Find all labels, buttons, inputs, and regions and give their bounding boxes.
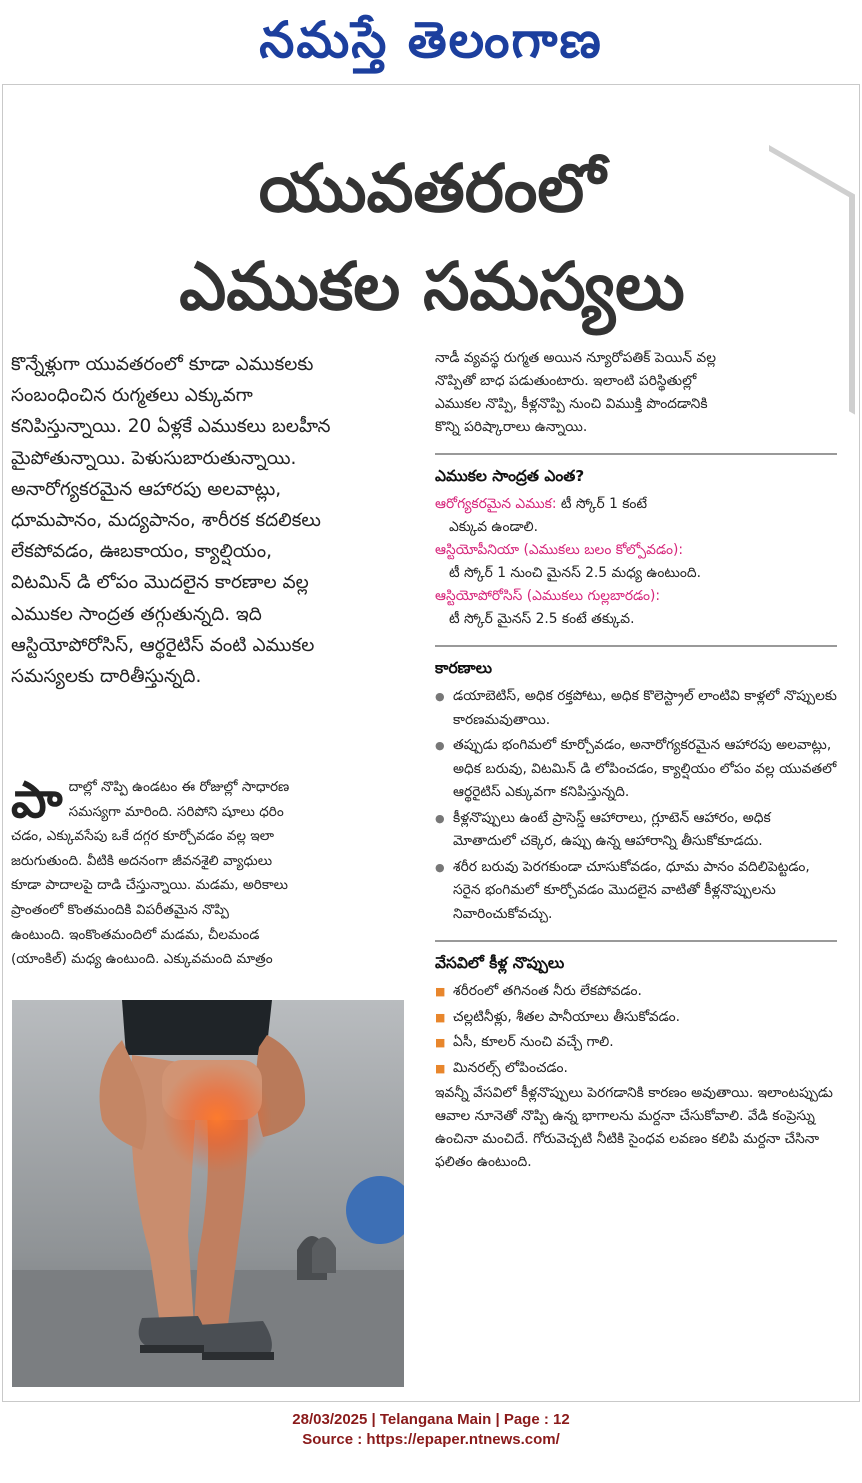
intro-line: కొన్ని పరిష్కారాలు ఉన్నాయి. (435, 419, 588, 435)
summer-heading: వేసవిలో కీళ్ల నొప్పులు (435, 954, 565, 972)
lead-line: ఆస్టియోపోరోసిస్, ఆర్థరైటిస్ వంటి ఎముకల (11, 634, 315, 656)
right-column (435, 347, 837, 1174)
intro-line: నొప్పితో బాధ పడుతుంటారు. ఇలాంటి పరిస్థితుల్లో (435, 373, 697, 389)
density-item (435, 539, 837, 562)
lead-line: మైపోతున్నాయి. పెళుసుబారుతున్నాయి. (11, 447, 297, 469)
summer-closing: ఇవన్నీ వేసవిలో కీళ్లనొప్పులు పెరగడానికి కారణం అవుతాయి. ఇలాంటప్పుడు ఆవాల నూనెతో నొప్పి ఉన్న భాగాలను మర్దనా చేసుకోవాలి. వేడి కంప్రెస్ను ఉంచినా మంచిదే. గోరువెచ్చటి నీటికి సైంధవ లవణం కలిపి మర్దనా చేసినా ఫలితం ఉంటుంది. (435, 1085, 833, 1170)
footer-date-edition: 28/03/2025 | Telangana Main | Page : 12 (292, 1411, 570, 1428)
intro-line: నాడీ వ్యవస్థ రుగ్మత అయిన న్యూరోపతిక్ పెయిన్ వల్ల (435, 350, 716, 366)
body-line: చడం, ఎక్కువసేపు ఒకే దగ్గర కూర్చోవడం వల్ల ఇలా (11, 828, 274, 845)
lead-line: అనారోగ్యకరమైన ఆహారపు అలవాట్లు, (11, 478, 282, 500)
body-paragraph (11, 771, 401, 972)
drop-cap: పా (11, 771, 63, 829)
lead-line: కొన్నేళ్లుగా యువతరంలో కూడా ఎముకలకు (11, 354, 314, 375)
body-line: దాల్లో నొప్పి ఉండటం ఈ రోజుల్లో సాధారణ (68, 779, 290, 795)
section-divider (435, 940, 837, 942)
section-divider (435, 645, 837, 647)
lead-line: ఎముకల సాంద్రత తగ్గుతున్నది. ఇది (11, 603, 262, 625)
list-item: ■ చల్లటినీళ్లు, శీతల పానీయాలు తీసుకోవడం. (435, 1006, 837, 1030)
lead-line: సమస్యలకు దారితీస్తున్నది. (11, 666, 202, 688)
density-cont: టీ స్కోర్ 1 నుంచి మైనస్ 2.5 మధ్య ఉంటుంది. (449, 565, 701, 581)
section-divider (435, 453, 837, 455)
density-item (435, 493, 837, 516)
lead-line: కనిపిస్తున్నాయి. 20 ఏళ్లకే ఎముకలు బలహీన (11, 416, 331, 438)
body-line: ప్రాంతంలో కొంతమందికి విపరీతమైన నొప్పి (11, 901, 229, 918)
footer-source[interactable]: Source : https://epaper.ntnews.com/ (302, 1431, 560, 1448)
body-line: ఉంటుంది. ఇంకొంతమందిలో మడమ, చీలమండ (11, 926, 260, 943)
lead-line: లేకపోవడం, ఊబకాయం, క్యాల్షియం, (11, 541, 272, 563)
density-label: ఆరోగ్యకరమైన ఎముక: (435, 496, 557, 512)
newspaper-masthead: నమస్తే తెలంగాణ (259, 10, 603, 69)
density-label: ఆస్టియోపోరోసిస్ (ఎముకలు గుల్లబారడం): (435, 588, 661, 604)
density-heading: ఎముకల సాంద్రత ఎంత? (435, 467, 585, 485)
body-line: కూడా పాదాలపై దాడి చేస్తున్నాయి. మడమ, అరికాలు (11, 877, 288, 894)
density-cont: ఎక్కువ ఉండాలి. (449, 519, 539, 535)
lead-line: సంబంధించిన రుగ్మతలు ఎక్కువగా (11, 385, 253, 407)
list-item: ■ మినరల్స్ లోపించడం. (435, 1057, 837, 1081)
list-item: ● డయాబెటిస్, అధిక రక్తపోటు, అధిక కొలెస్ట్రాల్ లాంటివి కాళ్లలో నొప్పులకు కారణమవుతాయి. (435, 685, 837, 732)
lead-paragraph (11, 349, 406, 692)
density-label: ఆస్టియోపీనియా (ఎముకలు బలం కోల్పోవడం): (435, 542, 683, 558)
lead-line: ధూమపానం, మద్యపానం, శారీరక కదలికలు (11, 510, 321, 532)
headline-line-2: ఎముకల సమస్యలు (179, 248, 685, 325)
summer-list (435, 980, 837, 1080)
intro-line: ఎముకల నొప్పి, కీళ్లనొప్పి నుంచి విముక్తి పొందడానికి (435, 396, 708, 412)
headline-line-1: యువతరంలో (258, 150, 606, 227)
knee-pain-illustration (12, 1000, 404, 1387)
causes-list (435, 685, 837, 926)
density-cont: టీ స్కోర్ మైనస్ 2.5 కంటే తక్కువ. (449, 611, 635, 627)
density-text: టీ స్కోర్ 1 కంటే (556, 496, 648, 512)
body-line: సమస్యగా మారింది. సరిపోని షూలు ధరిం (68, 803, 284, 820)
list-item: ● తప్పుడు భంగిమలో కూర్చోవడం, అనారోగ్యకరమైన ఆహారపు అలవాట్లు, అధిక బరువు, విటమిన్ డి లోపించడం, క్యాల్షియం లోపం వల్ల యువతలో ఆర్థరైటిస్ ఎక్కువగా కనిపిస్తున్నది. (435, 734, 837, 805)
page-footer (0, 1410, 862, 1450)
knee-pain-photo (12, 1000, 404, 1387)
causes-heading: కారణాలు (435, 659, 493, 677)
list-item: ● కీళ్లనొప్పులు ఉంటే ప్రాసెస్డ్ ఆహారాలు, గ్లూటెన్ ఆహారం, అధిక మోతాదులో చక్కెర, ఉప్పు ఉన్న ఆహారాన్ని తీసుకోకూడదు. (435, 807, 837, 854)
body-line: (యాంకిల్) మధ్య ఉంటుంది. ఎక్కువమంది మాత్రం (11, 951, 273, 968)
list-item: ■ ఏసీ, కూలర్ నుంచి వచ్చే గాలి. (435, 1031, 837, 1055)
list-item: ● శరీర బరువు పెరగకుండా చూసుకోవడం, ధూమ పానం వదిలిపెట్టడం, సరైన భంగిమలో కూర్చోవడం మొదలైన వాటితో కీళ్లనొప్పులను నివారించుకోవచ్చు. (435, 856, 837, 927)
list-item: ■ శరీరంలో తగినంత నీరు లేకపోవడం. (435, 980, 837, 1004)
article-clipping (2, 84, 860, 1402)
body-line: జరుగుతుంది. వీటికి అదనంగా జీవనశైలి వ్యాధులు (11, 852, 273, 869)
lead-line: విటమిన్ డి లోపం మొదలైన కారణాల వల్ల (11, 572, 309, 594)
density-item (435, 585, 837, 608)
